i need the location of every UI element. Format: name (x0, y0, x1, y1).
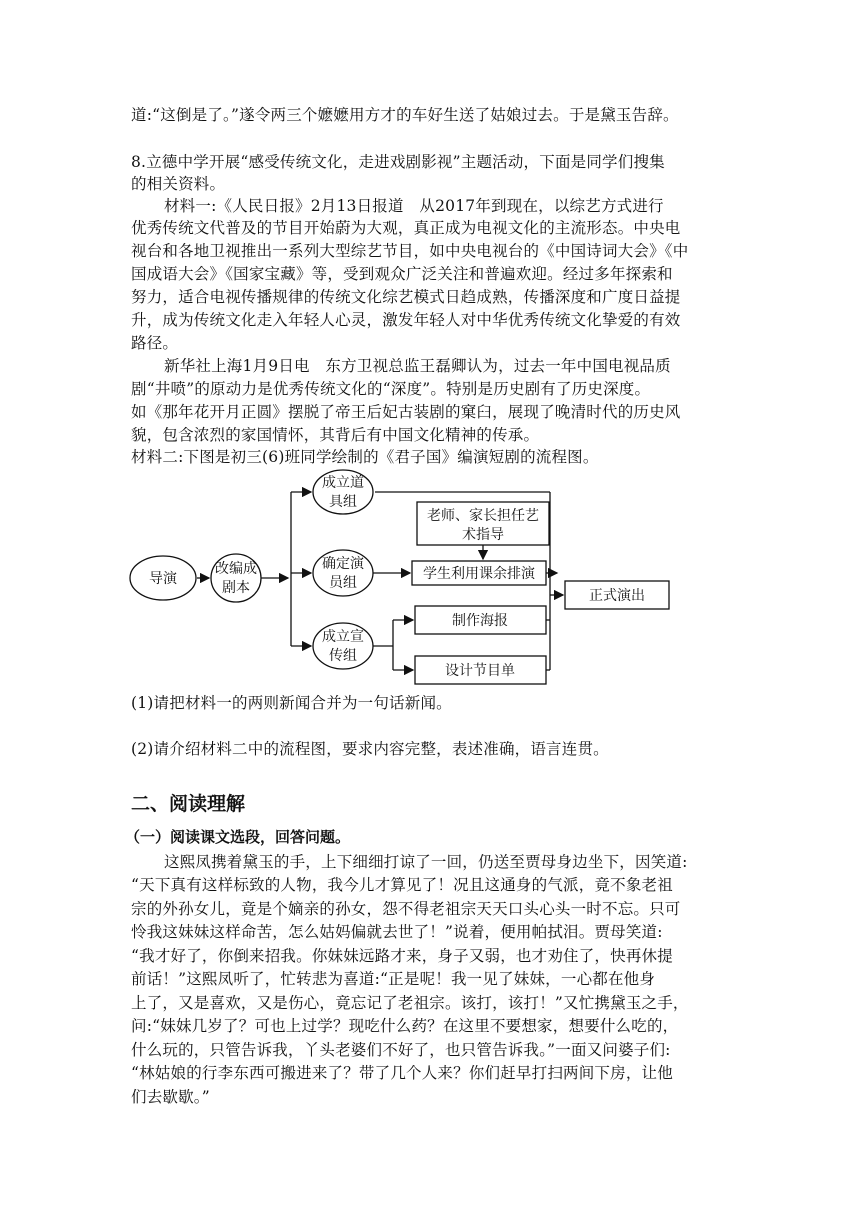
material1-p2-line-1: 新华社上海1月9日电 东方卫视总监王磊卿认为，过去一年中国电视品质 (164, 357, 671, 375)
top-line: 道:“这倒是了。”遂令两三个嬷嬷用方才的车好生送了姑娘过去。于是黛玉告辞。 (131, 106, 679, 124)
passage-line-5: “我才好了，你倒来招我。你妹妹远路才来，身子又弱，也才劝住了，快再休提 (131, 947, 673, 965)
passage-line-8: 问:“妹妹几岁了？可也上过学？现吃什么药？在这里不要想家，想要什么吃的， (131, 1017, 679, 1035)
flow-label-rehearse: 学生利用课余排演 (423, 566, 535, 582)
q8-sub2: (2)请介绍材料二中的流程图，要求内容完整，表述准确，语言连贯。 (131, 740, 609, 758)
passage-line-11: 们去歇歇。” (131, 1088, 210, 1106)
flow-label-program: 设计节目单 (445, 663, 515, 679)
flow-label-props-2: 具组 (329, 494, 357, 510)
flow-label-poster: 制作海报 (452, 613, 508, 629)
section2-title: 二、阅读理解 (131, 793, 246, 815)
material1-line-6: 升，成为传统文化走入年轻人心灵，激发年轻人对中华优秀传统文化挚爱的有效 (131, 311, 681, 329)
material1-p2-line-2: 剧“井喷”的原动力是优秀传统文化的“深度”。特别是历史剧有了历史深度。 (131, 380, 651, 398)
passage-line-6: 前话！”这熙凤听了，忙转悲为喜道:“正是呢！我一见了妹妹，一心都在他身 (131, 970, 656, 988)
flow-label-director: 导演 (149, 571, 177, 587)
passage-line-4: 怜我这妹妹这样命苦，怎么姑妈偏就去世了！”说着，便用帕拭泪。贾母笑道: (131, 923, 663, 941)
material1-line-7: 路径。 (131, 334, 179, 352)
passage-line-1: 这熙凤携着黛玉的手，上下细细打谅了一回，仍送至贾母身边坐下，因笑道: (164, 853, 688, 871)
flow-label-props-1: 成立道 (322, 475, 364, 491)
material1-line-2: 优秀传统文代普及的节目开始蔚为大观，真正成为电视文化的主流形态。中央电 (131, 219, 681, 237)
q8-intro-line-1: 8.立德中学开展“感受传统文化，走进戏剧影视”主题活动，下面是同学们搜集 (131, 153, 665, 171)
passage-line-7: 上了，又是喜欢，又是伤心，竟忘记了老祖宗。该打，该打！”又忙携黛玉之手， (131, 994, 689, 1012)
flow-label-guidance-2: 术指导 (462, 527, 504, 543)
flow-label-adapt-1: 改编成 (215, 561, 257, 577)
material1-p2-line-4: 貌，包含浓烈的家国情怀，其背后有中国文化精神的传承。 (131, 426, 540, 444)
section2-part1-title: （一）阅读课文选段，回答问题。 (125, 828, 351, 846)
material1-line-5: 努力，适合电视传播规律的传统文化综艺模式日趋成熟，传播深度和广度日益提 (131, 288, 681, 306)
passage-line-3: 宗的外孙女儿，竟是个嫡亲的孙女，怨不得老祖宗天天口头心头一时不忘。只可 (131, 900, 681, 918)
flowchart (125, 468, 685, 688)
passage-line-9: 什么玩的，只管告诉我，丫头老婆们不好了，也只管告诉我。”一面又问婆子们: (131, 1041, 671, 1059)
flow-label-promo-1: 成立宣 (322, 629, 364, 645)
passage-line-2: “天下真有这样标致的人物，我今儿才算见了！况且这通身的气派，竟不象老祖 (131, 876, 673, 894)
q8-intro-line-2: 的相关资料。 (131, 175, 226, 193)
flow-label-guidance-1: 老师、家长担任艺 (427, 508, 539, 524)
flow-label-cast-2: 员组 (329, 575, 357, 591)
q8-sub1: (1)请把材料一的两则新闻合并为一句话新闻。 (131, 694, 452, 712)
material1-line-4: 国成语大会》《国家宝藏》等，受到观众广泛关注和普遍欢迎。经过多年探索和 (131, 265, 673, 283)
material2-line: 材料二:下图是初三(6)班同学绘制的《君子国》编演短剧的流程图。 (131, 448, 599, 466)
material1-p2-line-3: 如《那年花开月正圆》摆脱了帝王后妃古装剧的窠臼，展现了晚清时代的历史风 (131, 403, 681, 421)
flow-label-adapt-2: 剧本 (222, 580, 250, 596)
passage-line-10: “林姑娘的行李东西可搬进来了？带了几个人来？你们赶早打扫两间下房，让他 (131, 1064, 673, 1082)
flow-label-perform: 正式演出 (589, 588, 645, 604)
flow-label-promo-2: 传组 (329, 648, 357, 664)
material1-line-1: 材料一:《人民日报》2月13日报道 从2017年到现在，以综艺方式进行 (164, 197, 664, 215)
material1-line-3: 视台和各地卫视推出一系列大型综艺节目，如中央电视台的《中国诗词大会》《中 (131, 242, 689, 260)
flow-label-cast-1: 确定演 (322, 556, 364, 572)
